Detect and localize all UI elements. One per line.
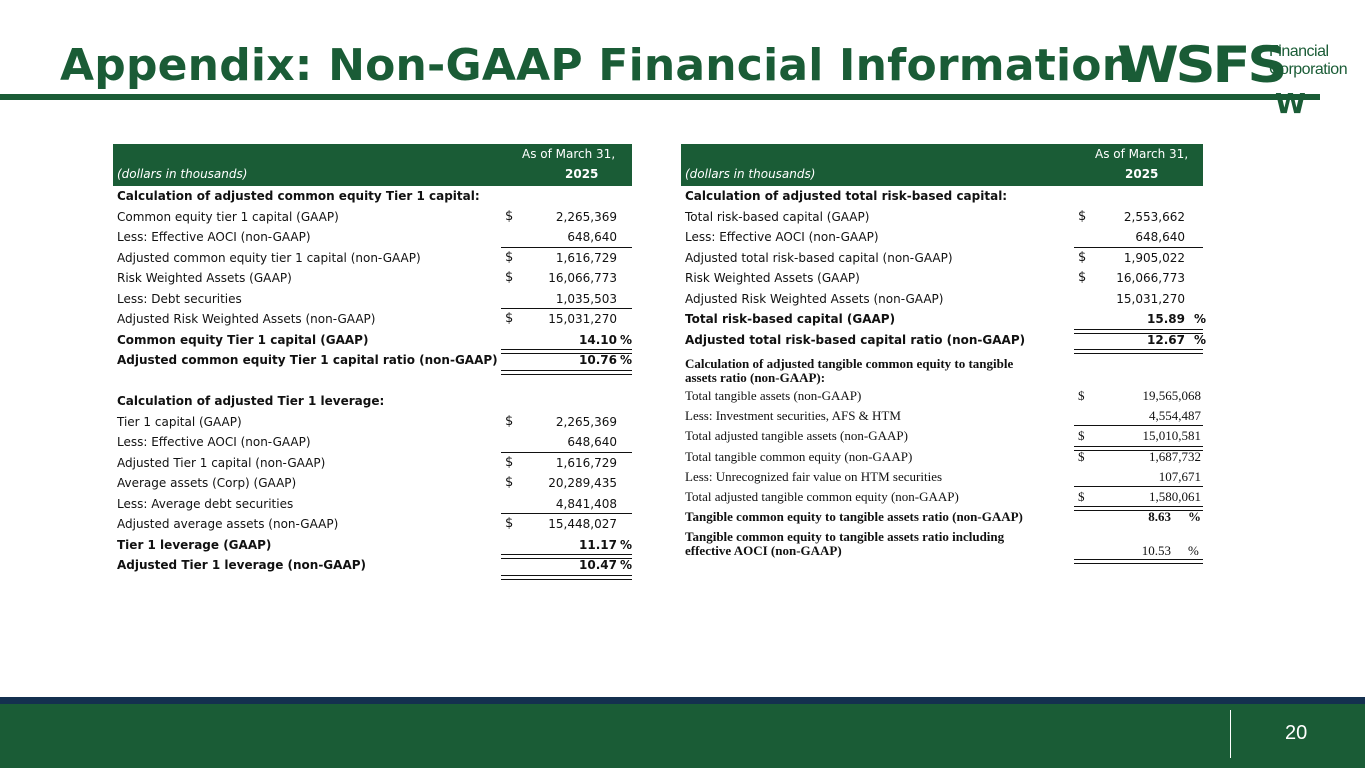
table-row bbox=[681, 386, 1203, 406]
row-value: 2,553,662 bbox=[1123, 209, 1185, 224]
percent-sign: % bbox=[1194, 332, 1207, 347]
row-label: Adjusted Tier 1 capital (non-GAAP) bbox=[117, 455, 326, 470]
table-row bbox=[113, 371, 632, 392]
left-table bbox=[113, 144, 632, 576]
table-row bbox=[113, 207, 632, 228]
row-value: 648,640 bbox=[567, 230, 617, 244]
row-value: 16,066,773 bbox=[1116, 271, 1185, 285]
row-value: 11.17 bbox=[579, 537, 617, 552]
row-label: Less: Effective AOCI (non-GAAP) bbox=[685, 230, 879, 244]
row-value: 15,031,270 bbox=[1116, 291, 1185, 306]
row-label: Common equity Tier 1 capital (GAAP) bbox=[117, 332, 369, 347]
row-value: 648,640 bbox=[567, 435, 617, 449]
double-underline bbox=[1074, 559, 1203, 564]
wsfs-logo bbox=[1117, 36, 1357, 120]
table-row bbox=[681, 467, 1203, 487]
table-row bbox=[113, 453, 632, 474]
dollar-sign: $ bbox=[505, 475, 514, 490]
dollar-sign: $ bbox=[505, 516, 514, 531]
dollars-label: (dollars in thousands) bbox=[685, 167, 816, 181]
row-label: Less: Unrecognized fair value on HTM securities bbox=[685, 468, 943, 484]
table-row bbox=[113, 248, 632, 269]
right-table-header bbox=[681, 144, 1203, 186]
row-label: Less: Effective AOCI (non-GAAP) bbox=[117, 435, 311, 449]
row-value: 2,265,369 bbox=[555, 414, 617, 429]
right-table bbox=[681, 144, 1207, 559]
tangible-rows bbox=[681, 386, 1203, 527]
dollar-sign: $ bbox=[1078, 388, 1085, 403]
table-row bbox=[681, 207, 1203, 228]
row-label: Total adjusted tangible common equity (non-GAAP) bbox=[685, 488, 959, 504]
row-value: 1,035,503 bbox=[555, 291, 617, 306]
row-label: Less: Investment securities, AFS & HTM bbox=[685, 408, 901, 424]
row-label: Total risk-based capital (GAAP) bbox=[685, 312, 896, 326]
row-value: 16,066,773 bbox=[548, 271, 617, 285]
logo-subtitle bbox=[1269, 43, 1347, 79]
logo-line-financial: Financial bbox=[1269, 43, 1329, 60]
row-value: 10.76 bbox=[579, 353, 617, 367]
percent-sign: % bbox=[1188, 509, 1201, 525]
table-row bbox=[113, 494, 632, 515]
table-row bbox=[681, 186, 1203, 207]
table-row bbox=[113, 330, 632, 351]
table-row bbox=[113, 432, 632, 453]
table-row bbox=[113, 309, 632, 330]
row-label: Risk Weighted Assets (GAAP) bbox=[685, 271, 860, 285]
year-label: 2025 bbox=[1125, 167, 1159, 181]
percent-sign: % bbox=[620, 353, 633, 367]
row-label: Adjusted average assets (non-GAAP) bbox=[117, 517, 339, 531]
row-label: Calculation of adjusted total risk-based capital: bbox=[685, 189, 1008, 203]
table-row bbox=[113, 535, 632, 556]
row-value: 107,671 bbox=[1158, 468, 1201, 484]
dollar-sign: $ bbox=[505, 208, 514, 224]
footer-navy-stripe bbox=[0, 697, 1365, 704]
tangible-heading-line2: assets ratio (non-GAAP): bbox=[685, 370, 826, 385]
table-row bbox=[113, 473, 632, 494]
table-row bbox=[681, 330, 1207, 351]
row-label: Adjusted total risk-based capital ratio (non-GAAP) bbox=[685, 332, 1026, 347]
percent-sign: % bbox=[1194, 312, 1207, 326]
row-value: 10.47 bbox=[579, 558, 617, 572]
tangible-final-line2: effective AOCI (non-GAAP) bbox=[685, 543, 842, 559]
double-underline bbox=[501, 575, 632, 580]
row-label: Tier 1 capital (GAAP) bbox=[117, 414, 242, 429]
row-label: Less: Effective AOCI (non-GAAP) bbox=[117, 230, 311, 244]
table-row bbox=[681, 268, 1203, 289]
row-label: Average assets (Corp) (GAAP) bbox=[117, 476, 297, 490]
left-table-header bbox=[113, 144, 632, 186]
table-row bbox=[113, 555, 632, 576]
table-row bbox=[681, 507, 1203, 527]
row-label: Total tangible common equity (non-GAAP) bbox=[685, 448, 913, 464]
page-title: Appendix: Non-GAAP Financial Information bbox=[60, 40, 1134, 91]
table-row bbox=[681, 447, 1203, 467]
dollar-sign: $ bbox=[1078, 270, 1087, 285]
table-row bbox=[113, 350, 632, 371]
row-value: 648,640 bbox=[1135, 230, 1185, 244]
row-label: Common equity tier 1 capital (GAAP) bbox=[117, 209, 339, 224]
row-value: 8.63 bbox=[1148, 509, 1171, 525]
logo-wordmark: WSFS bbox=[1117, 36, 1285, 94]
dollar-sign: $ bbox=[505, 311, 514, 326]
year-label: 2025 bbox=[565, 167, 599, 181]
logo-line-corporation: Corporation bbox=[1269, 61, 1348, 78]
row-label: Adjusted Tier 1 leverage (non-GAAP) bbox=[117, 558, 367, 572]
table-row bbox=[113, 186, 632, 207]
row-label: Adjusted common equity tier 1 capital (non-GAAP) bbox=[117, 250, 421, 265]
dollar-sign: $ bbox=[505, 270, 514, 285]
row-label: Adjusted common equity Tier 1 capital ratio (non-GAAP) bbox=[117, 353, 498, 367]
row-value: 15,031,270 bbox=[548, 312, 617, 326]
row-value: 1,687,732 bbox=[1149, 448, 1201, 464]
row-value: 12.67 bbox=[1147, 332, 1185, 347]
row-value: 1,616,729 bbox=[555, 250, 617, 265]
table-row bbox=[113, 268, 632, 289]
tangible-heading bbox=[685, 357, 1013, 385]
percent-sign: % bbox=[620, 332, 633, 347]
table-row bbox=[681, 487, 1203, 507]
as-of-label: As of March 31, bbox=[522, 147, 616, 161]
table-row bbox=[681, 309, 1207, 330]
dollar-sign: $ bbox=[1078, 249, 1087, 265]
table-row bbox=[113, 391, 632, 412]
left-table-rows bbox=[113, 186, 632, 576]
table-row bbox=[113, 514, 632, 535]
tangible-final-value: 10.53 bbox=[1141, 543, 1171, 559]
table-row bbox=[113, 227, 632, 248]
tangible-final-label bbox=[685, 530, 1004, 558]
dollars-label: (dollars in thousands) bbox=[117, 167, 248, 181]
row-label: Tier 1 leverage (GAAP) bbox=[117, 537, 272, 552]
row-value: 1,905,022 bbox=[1123, 250, 1185, 265]
row-label: Total adjusted tangible assets (non-GAAP) bbox=[685, 428, 908, 444]
row-value: 1,580,061 bbox=[1149, 488, 1201, 504]
dollar-sign: $ bbox=[1078, 208, 1087, 224]
tangible-final-row bbox=[681, 527, 1203, 559]
percent-sign: % bbox=[620, 537, 633, 552]
row-value: 4,841,408 bbox=[555, 496, 617, 511]
percent-sign: % bbox=[620, 558, 633, 572]
table-row bbox=[681, 227, 1203, 248]
dollar-sign: $ bbox=[1078, 488, 1085, 504]
right-table-rows bbox=[681, 186, 1207, 350]
percent-sign: % bbox=[1188, 543, 1199, 559]
table-row bbox=[681, 406, 1203, 426]
row-value: 15,448,027 bbox=[548, 517, 617, 531]
table-row bbox=[681, 426, 1203, 446]
row-value: 15,010,581 bbox=[1142, 428, 1201, 444]
row-label: Total tangible assets (non-GAAP) bbox=[685, 388, 862, 403]
footer-separator bbox=[1230, 710, 1231, 758]
row-value: 1,616,729 bbox=[555, 455, 617, 470]
row-value: 14.10 bbox=[579, 332, 617, 347]
dollar-sign: $ bbox=[505, 454, 514, 470]
row-label: Total risk-based capital (GAAP) bbox=[685, 209, 870, 224]
row-label: Less: Average debt securities bbox=[117, 496, 294, 511]
row-label: Adjusted Risk Weighted Assets (non-GAAP) bbox=[117, 312, 376, 326]
table-row bbox=[681, 289, 1203, 310]
row-label: Calculation of adjusted Tier 1 leverage: bbox=[117, 394, 385, 408]
page-number: 20 bbox=[1285, 722, 1308, 744]
table-row bbox=[113, 412, 632, 433]
row-value: 15.89 bbox=[1147, 312, 1185, 326]
table-row bbox=[681, 248, 1203, 269]
row-label: Less: Debt securities bbox=[117, 291, 242, 306]
row-label: Tangible common equity to tangible assets ratio (non-GAAP) bbox=[685, 509, 1023, 525]
row-value: 2,265,369 bbox=[555, 209, 617, 224]
row-value: 19,565,068 bbox=[1142, 388, 1201, 403]
dollar-sign: $ bbox=[505, 413, 514, 429]
dollar-sign: $ bbox=[505, 249, 514, 265]
dollar-sign: $ bbox=[1078, 428, 1085, 444]
dollar-sign: $ bbox=[1078, 448, 1085, 464]
row-value: 20,289,435 bbox=[548, 476, 617, 490]
row-label: Calculation of adjusted common equity Tier 1 capital: bbox=[117, 189, 480, 203]
logo-w-mark: W bbox=[1275, 87, 1304, 120]
table-row bbox=[113, 289, 632, 310]
as-of-label: As of March 31, bbox=[1095, 147, 1189, 161]
row-label: Adjusted Risk Weighted Assets (non-GAAP) bbox=[685, 291, 944, 306]
row-label: Adjusted total risk-based capital (non-GAAP) bbox=[685, 250, 953, 265]
tangible-section bbox=[681, 353, 1203, 386]
row-value: 4,554,487 bbox=[1149, 408, 1201, 424]
tangible-heading-line1: Calculation of adjusted tangible common equity to tangible bbox=[685, 356, 1014, 371]
footer-bar bbox=[0, 704, 1365, 768]
tangible-final-line1: Tangible common equity to tangible assets ratio including bbox=[685, 529, 1005, 545]
row-label: Risk Weighted Assets (GAAP) bbox=[117, 271, 292, 285]
